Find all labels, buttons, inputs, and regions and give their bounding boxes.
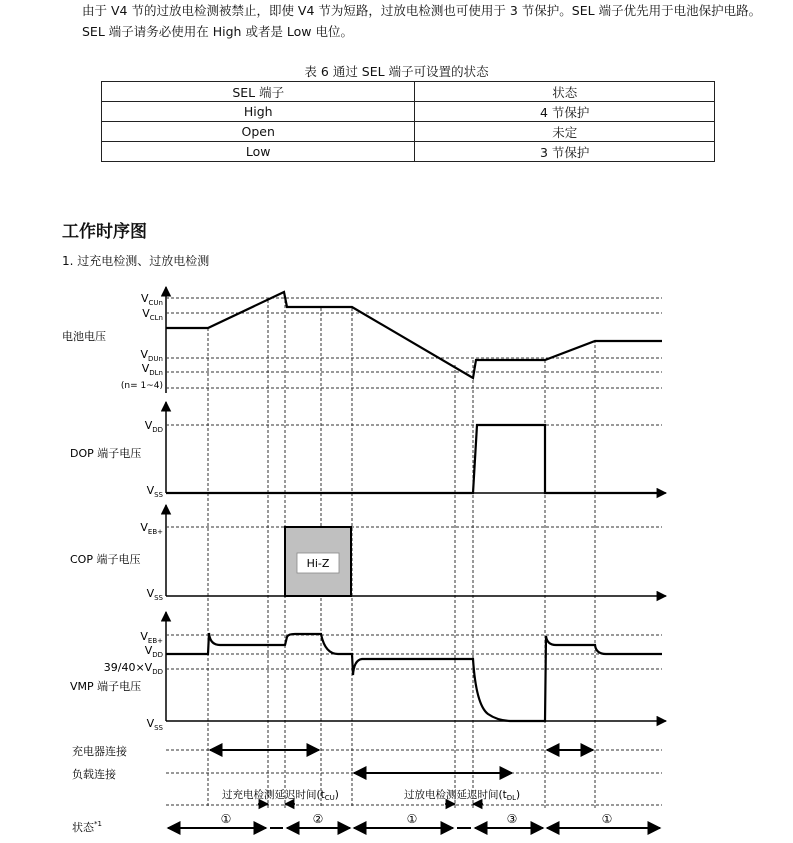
vdu-label: $V_{DUn}$ — [140, 348, 163, 363]
time-markers — [208, 300, 595, 808]
dop-panel — [70, 402, 666, 499]
hiz-label: Hi-Z — [306, 557, 330, 570]
vmp-voltage-label: VMP 端子电压 — [70, 680, 142, 693]
state-label: 状态$^{*1}$ — [72, 820, 102, 834]
table-cell: High — [102, 102, 415, 122]
table-cell: Open — [102, 122, 415, 142]
connection-rows — [72, 744, 662, 781]
cop-veb-label: $V_{EB+}$ — [140, 521, 163, 536]
vcu-label: $V_{CUn}$ — [141, 292, 163, 307]
tdl-label: 过放电检测延迟时间(tDL) — [404, 789, 521, 802]
vmp-panel — [70, 612, 666, 732]
table-header-cell: 状态 — [415, 82, 715, 102]
section-title: 工作时序图 — [62, 222, 147, 242]
intro-paragraph: 由于 V4 节的过放电检测被禁止，即使 V4 节为短路，过放电检测也可使用于 3 节保护。SEL 端子优先用于电池保护电路。SEL 端子请务必使用在 High 或者是 Low 电位。 — [82, 3, 762, 39]
state-row — [72, 812, 660, 834]
battery-voltage-trace — [166, 292, 662, 378]
vcl-label: $V_{CLn}$ — [142, 307, 163, 322]
load-label: 负载连接 — [72, 768, 116, 781]
dop-vdd-label: $V_{DD}$ — [144, 419, 163, 434]
state-marker: ① — [220, 812, 232, 826]
state-marker: ① — [406, 812, 418, 826]
subsection-title: 1. 过充电检测、过放电检测 — [62, 254, 210, 268]
dop-vss-label: $V_{SS}$ — [146, 484, 163, 499]
state-marker: ① — [601, 812, 613, 826]
table-cell: Low — [102, 142, 415, 162]
vmp-voltage-trace — [166, 633, 662, 721]
cop-voltage-label: COP 端子电压 — [70, 553, 141, 566]
table-cell: 4 节保护 — [415, 102, 715, 122]
vdl-label: $V_{DLn}$ — [141, 362, 163, 377]
state-marker: ② — [312, 812, 324, 826]
charger-label: 充电器连接 — [72, 745, 127, 758]
table-caption: 表 6 通过 SEL 端子可设置的状态 — [304, 64, 489, 79]
battery-note: (n= 1~4) — [120, 381, 163, 391]
dop-voltage-trace — [166, 425, 662, 493]
cop-vss-label: $V_{SS}$ — [146, 587, 163, 602]
delay-annotations — [166, 788, 662, 805]
cop-panel — [70, 505, 666, 602]
vmp-vdd-label: $V_{DD}$ — [144, 644, 163, 659]
table-cell: 未定 — [415, 122, 715, 142]
dop-voltage-label: DOP 端子电压 — [70, 447, 142, 460]
vmp-veb-label: $V_{EB+}$ — [140, 630, 163, 645]
vmp-ratio-label: $39/40\times V_{DD}$ — [103, 661, 163, 676]
state-marker: ③ — [506, 812, 518, 826]
tcu-label: 过充电检测延迟时间(tCU) — [222, 789, 339, 802]
battery-voltage-label: 电池电压 — [62, 330, 106, 343]
battery-panel — [62, 287, 662, 393]
table-cell: 3 节保护 — [415, 142, 715, 162]
vmp-vss-label: $V_{SS}$ — [146, 717, 163, 732]
table-header-cell: SEL 端子 — [102, 82, 415, 102]
